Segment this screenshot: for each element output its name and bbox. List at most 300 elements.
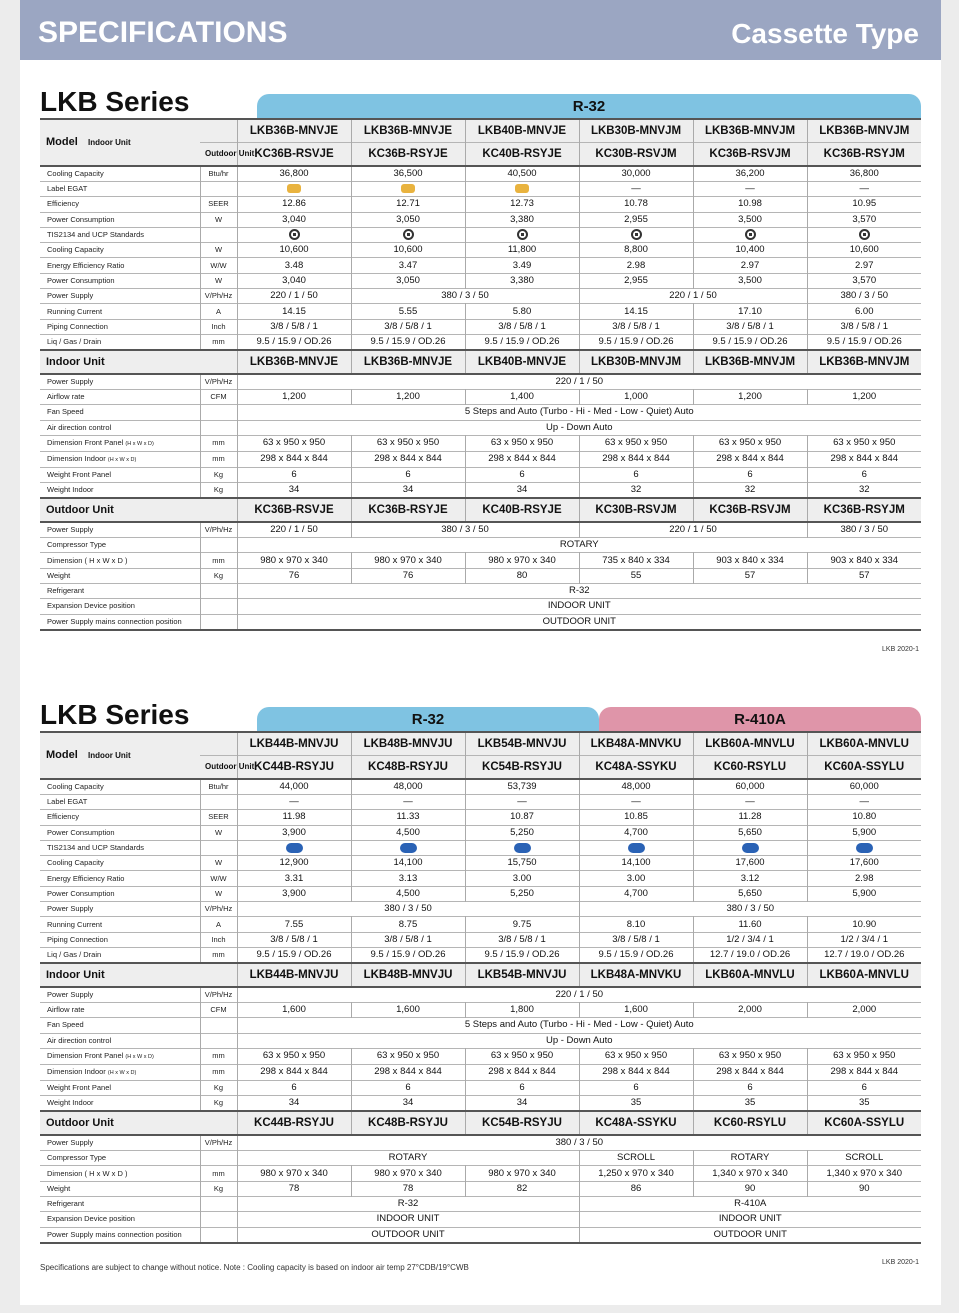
refrigerant-header: R-410A bbox=[599, 707, 921, 731]
indoor-unit-header: Indoor Unit bbox=[46, 968, 105, 981]
tis-standard-icon bbox=[579, 227, 693, 242]
row-label: Power Supply bbox=[47, 989, 94, 999]
cell: 12.73 bbox=[465, 197, 579, 212]
row-sublabel: (H x W x D) bbox=[107, 456, 137, 463]
outdoor-unit-label: Outdoor Unit bbox=[205, 149, 255, 158]
cell: 220 / 1 / 50 bbox=[237, 374, 921, 390]
cell: 220 / 1 / 50 bbox=[579, 522, 807, 538]
cell: 3,900 bbox=[237, 825, 351, 840]
cell: 6 bbox=[693, 1080, 807, 1095]
indoor-unit-label: Indoor Unit bbox=[88, 137, 131, 147]
cell: 12.71 bbox=[351, 197, 465, 212]
banner-title: SPECIFICATIONS bbox=[38, 16, 288, 49]
cell: 3/8 / 5/8 / 1 bbox=[351, 932, 465, 947]
cell: 3.12 bbox=[693, 871, 807, 886]
cell: 3,570 bbox=[807, 273, 921, 288]
row-label: Airflow rate bbox=[47, 392, 85, 402]
cell: 6 bbox=[579, 1080, 693, 1095]
cell: 298 x 844 x 844 bbox=[693, 1064, 807, 1080]
cell: 380 / 3 / 50 bbox=[807, 522, 921, 538]
cell: 6 bbox=[351, 467, 465, 482]
row-label: Weight Indoor bbox=[47, 1098, 94, 1108]
cell: ROTARY bbox=[237, 1151, 579, 1166]
cell: 1,800 bbox=[465, 1002, 579, 1017]
cell: ROTARY bbox=[693, 1151, 807, 1166]
cell: 2.97 bbox=[693, 258, 807, 273]
cell: 36,800 bbox=[807, 166, 921, 182]
cell: 6.00 bbox=[807, 304, 921, 319]
row-sublabel: (H x W x D) bbox=[125, 440, 154, 447]
cell: 380 / 3 / 50 bbox=[579, 902, 921, 917]
row-unit: Kg bbox=[200, 568, 237, 583]
row-label: Expansion Device position bbox=[47, 1214, 135, 1224]
section-r32-r410a bbox=[40, 695, 921, 1295]
cell: 5.55 bbox=[351, 304, 465, 319]
cell: 48,000 bbox=[579, 779, 693, 795]
model-indoor: LKB40B-MNVJE bbox=[465, 119, 579, 143]
row-unit: Inch bbox=[200, 932, 237, 947]
row-label: Compressor Type bbox=[47, 540, 107, 550]
cell: 17.10 bbox=[693, 304, 807, 319]
row-label: Energy Efficiency Ratio bbox=[47, 260, 125, 270]
row-unit: mm bbox=[200, 334, 237, 350]
cell: 1,600 bbox=[237, 1002, 351, 1017]
row-unit: V/Ph/Hz bbox=[200, 374, 237, 390]
cell: 6 bbox=[237, 467, 351, 482]
cell: 10.78 bbox=[579, 197, 693, 212]
model-indoor: LKB48A-MNVKU bbox=[579, 732, 693, 756]
row-label: Power Supply bbox=[47, 904, 94, 914]
row-label: Label EGAT bbox=[47, 184, 88, 194]
cell: — bbox=[351, 795, 465, 810]
cell: 10.98 bbox=[693, 197, 807, 212]
cell: 12.7 / 19.0 / OD.26 bbox=[693, 947, 807, 963]
cell: 220 / 1 / 50 bbox=[579, 289, 807, 304]
model-outdoor: KC60A-SSYLU bbox=[807, 1111, 921, 1135]
row-unit: W bbox=[200, 825, 237, 840]
ucp-standard-icon bbox=[237, 840, 351, 855]
model-indoor: LKB44B-MNVJU bbox=[237, 732, 351, 756]
cell: 34 bbox=[465, 1096, 579, 1112]
refrigerant-header: R-32 bbox=[257, 94, 921, 118]
cell: 3,050 bbox=[351, 212, 465, 227]
cell: 1,340 x 970 x 340 bbox=[693, 1166, 807, 1181]
model-indoor: LKB30B-MNVJM bbox=[579, 350, 693, 374]
row-unit: mm bbox=[200, 435, 237, 451]
cell: — bbox=[237, 795, 351, 810]
cell: 9.5 / 15.9 / OD.26 bbox=[807, 334, 921, 350]
cell: 220 / 1 / 50 bbox=[237, 522, 351, 538]
cell: 55 bbox=[579, 568, 693, 583]
tis-standard-icon bbox=[465, 227, 579, 242]
cell: INDOOR UNIT bbox=[579, 1212, 921, 1227]
cell: 17,600 bbox=[693, 856, 807, 871]
cell: 980 x 970 x 340 bbox=[465, 553, 579, 568]
cell: 63 x 950 x 950 bbox=[237, 435, 351, 451]
model-outdoor: KC54B-RSYJU bbox=[465, 1111, 579, 1135]
cell: 90 bbox=[807, 1181, 921, 1196]
cell: 12,900 bbox=[237, 856, 351, 871]
row-unit: V/Ph/Hz bbox=[200, 289, 237, 304]
cell: ROTARY bbox=[237, 538, 921, 553]
cell: 78 bbox=[351, 1181, 465, 1196]
model-outdoor: KC36B-RSYJM bbox=[807, 143, 921, 167]
row-label: Air direction control bbox=[47, 422, 112, 432]
cell: 3.49 bbox=[465, 258, 579, 273]
cell: 9.5 / 15.9 / OD.26 bbox=[237, 334, 351, 350]
cell: 32 bbox=[693, 483, 807, 499]
row-label: Weight Indoor bbox=[47, 485, 94, 495]
cell: 11,800 bbox=[465, 243, 579, 258]
row-unit: Kg bbox=[200, 483, 237, 499]
cell: 380 / 3 / 50 bbox=[807, 289, 921, 304]
row-unit: W bbox=[200, 886, 237, 901]
row-unit: Btu/hr bbox=[200, 166, 237, 182]
model-outdoor: KC44B-RSYJU bbox=[237, 756, 351, 780]
model-outdoor: KC40B-RSYJE bbox=[465, 143, 579, 167]
row-unit: mm bbox=[200, 947, 237, 963]
cell: 1/2 / 3/4 / 1 bbox=[807, 932, 921, 947]
cell: 30,000 bbox=[579, 166, 693, 182]
cell: 735 x 840 x 334 bbox=[579, 553, 693, 568]
cell: 1,340 x 970 x 340 bbox=[807, 1166, 921, 1181]
cell: Up - Down Auto bbox=[237, 420, 921, 435]
cell: 48,000 bbox=[351, 779, 465, 795]
row-label: TIS2134 and UCP Standards bbox=[47, 843, 145, 853]
cell: 63 x 950 x 950 bbox=[579, 435, 693, 451]
row-label: Compressor Type bbox=[47, 1153, 107, 1163]
cell: 980 x 970 x 340 bbox=[351, 1166, 465, 1181]
cell: 3/8 / 5/8 / 1 bbox=[465, 932, 579, 947]
cell: 5,250 bbox=[465, 886, 579, 901]
spec-table-2 bbox=[40, 731, 921, 1244]
row-unit: Btu/hr bbox=[200, 779, 237, 795]
cell: 76 bbox=[351, 568, 465, 583]
cell: 53,739 bbox=[465, 779, 579, 795]
section-r32-a bbox=[40, 82, 921, 667]
model-indoor: LKB36B-MNVJM bbox=[807, 119, 921, 143]
cell: 34 bbox=[351, 483, 465, 499]
cell: 9.5 / 15.9 / OD.26 bbox=[693, 334, 807, 350]
cell: 298 x 844 x 844 bbox=[351, 451, 465, 467]
cell: 35 bbox=[693, 1096, 807, 1112]
cell: 2,955 bbox=[579, 273, 693, 288]
model-outdoor: KC60-RSYLU bbox=[693, 1111, 807, 1135]
cell: 14,100 bbox=[351, 856, 465, 871]
cell: 3.31 bbox=[237, 871, 351, 886]
row-label: Dimension bbox=[47, 555, 83, 565]
cell: 10.80 bbox=[807, 810, 921, 825]
cell: 82 bbox=[465, 1181, 579, 1196]
cell: 9.5 / 15.9 / OD.26 bbox=[465, 334, 579, 350]
row-label: Piping Connection bbox=[47, 321, 108, 331]
cell: 34 bbox=[237, 483, 351, 499]
cell: 2,000 bbox=[807, 1002, 921, 1017]
cell: 12.7 / 19.0 / OD.26 bbox=[807, 947, 921, 963]
cell: 3,050 bbox=[351, 273, 465, 288]
cell: 9.75 bbox=[465, 917, 579, 932]
row-label: Power Supply bbox=[47, 1138, 94, 1148]
cell: 34 bbox=[465, 483, 579, 499]
model-outdoor: KC36B-RSVJM bbox=[693, 498, 807, 522]
cell: 3,040 bbox=[237, 212, 351, 227]
row-unit: SEER bbox=[200, 810, 237, 825]
row-unit: A bbox=[200, 304, 237, 319]
indoor-unit-header: Indoor Unit bbox=[46, 355, 105, 368]
row-label: Running Current bbox=[47, 919, 103, 929]
cell: 63 x 950 x 950 bbox=[807, 1048, 921, 1064]
cell: 35 bbox=[579, 1096, 693, 1112]
model-outdoor: KC44B-RSYJU bbox=[237, 1111, 351, 1135]
cell: 10.87 bbox=[465, 810, 579, 825]
cell: 980 x 970 x 340 bbox=[237, 1166, 351, 1181]
footnote: Specifications are subject to change without notice. Note : Cooling capacity is based on indoor air temp 27°CDB/19°CWB bbox=[40, 1263, 469, 1272]
model-outdoor: KC36B-RSVJE bbox=[237, 143, 351, 167]
cell: 5,900 bbox=[807, 825, 921, 840]
doc-code: LKB 2020-1 bbox=[882, 1259, 919, 1266]
row-unit: CFM bbox=[200, 1002, 237, 1017]
cell: 17,600 bbox=[807, 856, 921, 871]
row-label: Dimension bbox=[47, 1168, 83, 1178]
tis-standard-icon bbox=[807, 227, 921, 242]
row-unit: V/Ph/Hz bbox=[200, 902, 237, 917]
cell: 1,600 bbox=[579, 1002, 693, 1017]
egat-label-icon bbox=[351, 182, 465, 197]
row-unit: W/W bbox=[200, 258, 237, 273]
ucp-standard-icon bbox=[465, 840, 579, 855]
ucp-standard-icon bbox=[351, 840, 465, 855]
cell: 2,955 bbox=[579, 212, 693, 227]
model-outdoor: KC36B-RSYJE bbox=[351, 498, 465, 522]
cell: 5 Steps and Auto (Turbo - Hi - Med - Low - Quiet) Auto bbox=[237, 1018, 921, 1033]
row-unit: mm bbox=[200, 1166, 237, 1181]
cell: 57 bbox=[693, 568, 807, 583]
outdoor-unit-header: Outdoor Unit bbox=[46, 504, 114, 517]
row-label: Weight Front Panel bbox=[47, 470, 112, 479]
cell: 3,570 bbox=[807, 212, 921, 227]
cell: 3/8 / 5/8 / 1 bbox=[579, 932, 693, 947]
header-banner bbox=[20, 0, 941, 60]
cell: 3,040 bbox=[237, 273, 351, 288]
cell: 35 bbox=[807, 1096, 921, 1112]
banner-product-type: Cassette Type bbox=[731, 18, 919, 49]
outdoor-unit-header: Outdoor Unit bbox=[46, 1117, 114, 1130]
cell: 3/8 / 5/8 / 1 bbox=[465, 319, 579, 334]
cell: — bbox=[693, 795, 807, 810]
cell: 10.95 bbox=[807, 197, 921, 212]
model-indoor: LKB48B-MNVJU bbox=[351, 732, 465, 756]
cell: 3,380 bbox=[465, 212, 579, 227]
series-title: LKB Series bbox=[40, 699, 190, 730]
cell: 14.15 bbox=[237, 304, 351, 319]
spec-sheet bbox=[20, 0, 941, 1305]
cell: 10,600 bbox=[351, 243, 465, 258]
model-outdoor: KC60A-SSYLU bbox=[807, 756, 921, 780]
cell: 6 bbox=[693, 467, 807, 482]
cell: 34 bbox=[351, 1096, 465, 1112]
row-label: Power Consumption bbox=[47, 275, 115, 285]
spec-table-1 bbox=[40, 118, 921, 631]
cell: 32 bbox=[579, 483, 693, 499]
cell: 10.85 bbox=[579, 810, 693, 825]
row-label: Power Supply bbox=[47, 376, 94, 386]
cell: 6 bbox=[807, 1080, 921, 1095]
model-outdoor: KC48B-RSYJU bbox=[351, 756, 465, 780]
cell: 903 x 840 x 334 bbox=[807, 553, 921, 568]
row-unit: mm bbox=[200, 1048, 237, 1064]
row-label: Liq / Gas / Drain bbox=[47, 949, 102, 959]
cell: 63 x 950 x 950 bbox=[579, 1048, 693, 1064]
row-label: Weight Front Panel bbox=[47, 1083, 112, 1092]
cell: 2,000 bbox=[693, 1002, 807, 1017]
model-indoor: LKB60A-MNVLU bbox=[807, 732, 921, 756]
model-indoor: LKB36B-MNVJM bbox=[693, 119, 807, 143]
refrigerant-header: R-32 bbox=[257, 707, 599, 731]
model-indoor: LKB36B-MNVJE bbox=[237, 350, 351, 374]
row-sublabel: (H x W x D) bbox=[107, 1069, 137, 1076]
cell: 9.5 / 15.9 / OD.26 bbox=[579, 947, 693, 963]
cell: 36,500 bbox=[351, 166, 465, 182]
cell: 3.00 bbox=[579, 871, 693, 886]
cell: 63 x 950 x 950 bbox=[465, 435, 579, 451]
model-outdoor: KC40B-RSYJE bbox=[465, 498, 579, 522]
row-label: Cooling Capacity bbox=[47, 782, 104, 791]
cell: 1,200 bbox=[693, 389, 807, 404]
cell: 1,200 bbox=[351, 389, 465, 404]
row-label: Power Consumption bbox=[47, 214, 115, 224]
cell: 60,000 bbox=[693, 779, 807, 795]
cell: 980 x 970 x 340 bbox=[465, 1166, 579, 1181]
cell: 5,250 bbox=[465, 825, 579, 840]
cell: 380 / 3 / 50 bbox=[351, 522, 579, 538]
cell: 1,600 bbox=[351, 1002, 465, 1017]
cell: OUTDOOR UNIT bbox=[237, 1227, 579, 1243]
cell: 3.00 bbox=[465, 871, 579, 886]
row-unit: W/W bbox=[200, 871, 237, 886]
cell: 298 x 844 x 844 bbox=[807, 451, 921, 467]
cell: 5,900 bbox=[807, 886, 921, 901]
model-indoor: LKB36B-MNVJE bbox=[351, 119, 465, 143]
cell: 63 x 950 x 950 bbox=[807, 435, 921, 451]
cell: 5.80 bbox=[465, 304, 579, 319]
cell: 44,000 bbox=[237, 779, 351, 795]
cell: 11.33 bbox=[351, 810, 465, 825]
egat-label-icon bbox=[465, 182, 579, 197]
row-label: Dimension Indoor bbox=[47, 1066, 106, 1076]
cell: 298 x 844 x 844 bbox=[693, 451, 807, 467]
cell: R-32 bbox=[237, 584, 921, 599]
model-indoor: LKB60A-MNVLU bbox=[807, 963, 921, 987]
cell: 4,500 bbox=[351, 886, 465, 901]
cell: 298 x 844 x 844 bbox=[807, 1064, 921, 1080]
cell: 9.5 / 15.9 / OD.26 bbox=[579, 334, 693, 350]
model-outdoor: KC36B-RSVJE bbox=[237, 498, 351, 522]
egat-label-icon bbox=[237, 182, 351, 197]
cell: 4,700 bbox=[579, 825, 693, 840]
cell: — bbox=[807, 795, 921, 810]
cell: 220 / 1 / 50 bbox=[237, 987, 921, 1003]
cell: 3/8 / 5/8 / 1 bbox=[351, 319, 465, 334]
cell: 11.98 bbox=[237, 810, 351, 825]
cell: — bbox=[465, 795, 579, 810]
cell: 9.5 / 15.9 / OD.26 bbox=[351, 947, 465, 963]
row-label: Cooling Capacity bbox=[47, 858, 104, 868]
row-label: Airflow rate bbox=[47, 1005, 85, 1015]
model-indoor: LKB48B-MNVJU bbox=[351, 963, 465, 987]
cell: 5 Steps and Auto (Turbo - Hi - Med - Low - Quiet) Auto bbox=[237, 405, 921, 420]
cell: SCROLL bbox=[807, 1151, 921, 1166]
row-unit: V/Ph/Hz bbox=[200, 987, 237, 1003]
ucp-standard-icon bbox=[579, 840, 693, 855]
row-label: Liq / Gas / Drain bbox=[47, 336, 102, 346]
cell: 1,000 bbox=[579, 389, 693, 404]
cell: 2.98 bbox=[807, 871, 921, 886]
row-label: Power Supply bbox=[47, 291, 94, 301]
row-label: Dimension Front Panel bbox=[47, 437, 124, 447]
row-unit: A bbox=[200, 917, 237, 932]
cell: 9.5 / 15.9 / OD.26 bbox=[351, 334, 465, 350]
model-indoor: LKB36B-MNVJM bbox=[693, 350, 807, 374]
row-unit: Kg bbox=[200, 1096, 237, 1112]
cell: 8.75 bbox=[351, 917, 465, 932]
series-title: LKB Series bbox=[40, 86, 190, 117]
cell: 298 x 844 x 844 bbox=[465, 1064, 579, 1080]
cell: 3/8 / 5/8 / 1 bbox=[693, 319, 807, 334]
row-label: Efficiency bbox=[47, 812, 79, 822]
row-label: Expansion Device position bbox=[47, 601, 135, 611]
cell: 90 bbox=[693, 1181, 807, 1196]
row-label: Efficiency bbox=[47, 199, 79, 209]
row-label: Running Current bbox=[47, 306, 103, 316]
cell: 6 bbox=[579, 467, 693, 482]
cell: 10,600 bbox=[237, 243, 351, 258]
model-outdoor: KC48A-SSYKU bbox=[579, 1111, 693, 1135]
cell: — bbox=[807, 182, 921, 197]
cell: 6 bbox=[351, 1080, 465, 1095]
row-label: Weight bbox=[47, 570, 71, 580]
cell: 10,400 bbox=[693, 243, 807, 258]
row-label: Refrigerant bbox=[47, 586, 85, 596]
cell: 903 x 840 x 334 bbox=[693, 553, 807, 568]
cell: 2.97 bbox=[807, 258, 921, 273]
cell: 11.28 bbox=[693, 810, 807, 825]
row-unit: W bbox=[200, 243, 237, 258]
row-unit: mm bbox=[200, 451, 237, 467]
row-unit: Kg bbox=[200, 1181, 237, 1196]
cell: 14.15 bbox=[579, 304, 693, 319]
row-label: Air direction control bbox=[47, 1035, 112, 1045]
cell: 980 x 970 x 340 bbox=[351, 553, 465, 568]
row-label: Dimension Front Panel bbox=[47, 1050, 124, 1060]
row-unit: mm bbox=[200, 1064, 237, 1080]
cell: 8,800 bbox=[579, 243, 693, 258]
cell: 63 x 950 x 950 bbox=[237, 1048, 351, 1064]
cell: 6 bbox=[465, 467, 579, 482]
cell: INDOOR UNIT bbox=[237, 599, 921, 614]
cell: 298 x 844 x 844 bbox=[579, 451, 693, 467]
row-unit: Kg bbox=[200, 467, 237, 482]
cell: 298 x 844 x 844 bbox=[237, 1064, 351, 1080]
cell: 298 x 844 x 844 bbox=[579, 1064, 693, 1080]
cell: 1/2 / 3/4 / 1 bbox=[693, 932, 807, 947]
cell: 3,500 bbox=[693, 212, 807, 227]
cell: INDOOR UNIT bbox=[237, 1212, 579, 1227]
model-indoor: LKB60A-MNVLU bbox=[693, 963, 807, 987]
cell: 15,750 bbox=[465, 856, 579, 871]
row-label: Label EGAT bbox=[47, 797, 88, 807]
cell: 3/8 / 5/8 / 1 bbox=[579, 319, 693, 334]
cell: 36,800 bbox=[237, 166, 351, 182]
